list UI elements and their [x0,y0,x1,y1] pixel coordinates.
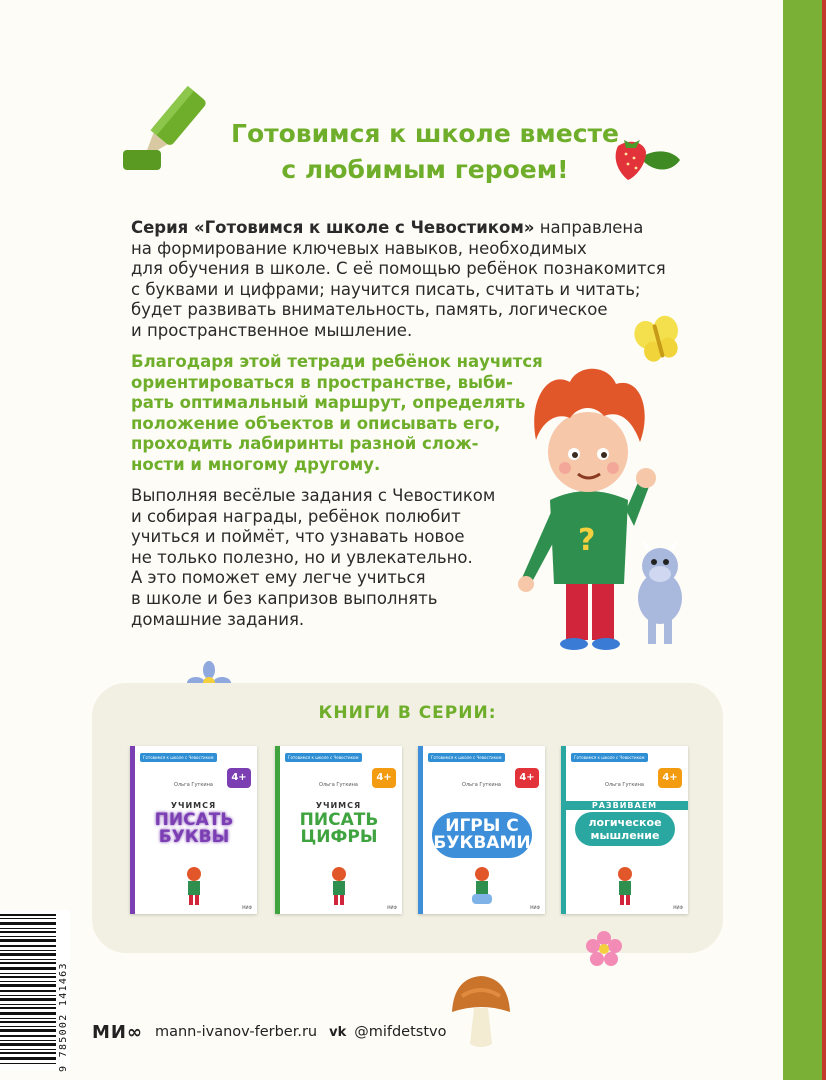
chevostik-character-illustration [508,360,693,655]
book-publisher: МИФ [530,905,540,910]
book-hero-icon [472,866,492,906]
footer [92,1018,446,1046]
text-line: положение объектов и описывать его, [131,413,501,433]
text-line: домашние задания. [131,609,305,629]
text-line: будет развивать внимательность, память, логическое [131,300,608,320]
vk-icon: vk [329,1024,347,1040]
barcode-bars [0,910,56,1070]
book-age-badge: 4+ [658,768,682,788]
headline-line-2: с любимым героем! [281,155,569,184]
text-line: и собирая награды, ребёнок полюбит [131,506,461,526]
book-age-badge: 4+ [372,768,396,788]
book-publisher: МИФ [673,905,683,910]
text-line: А это поможет ему легче учиться [131,568,426,588]
text-line: для обучения в школе. С её помощью ребёнок познакомится [131,259,666,279]
book-author: Ольга Гуткина [605,782,644,788]
book-series-label: Готовимся к школе с Чевостиком [285,753,362,762]
social-handle-link[interactable]: @mifdetstvo [354,1024,447,1040]
book-cover-letter-games[interactable] [418,746,545,914]
text-line: проходить лабиринты разной слож- [131,434,479,454]
isbn-digits: 9 785002 141463 [58,962,69,1072]
book-cover-letters[interactable] [130,746,257,914]
text-line: Благодаря этой тетради ребёнок научится [131,352,543,371]
book-title-main: ПИСАТЬ ЦИФРЫ [299,810,379,847]
text-line: в школе и без капризов выполнять [131,588,438,608]
book-series-label: Готовимся к школе с Чевостиком [571,753,648,762]
text-line: с буквами и цифрами; научится писать, считать и читать; [131,279,641,299]
publisher-website-link[interactable]: mann-ivanov-ferber.ru [154,1024,318,1040]
series-description [131,218,666,342]
spine-edge [822,0,826,1080]
pink-flower-icon [585,930,623,968]
book-title-top: УЧИМСЯ [315,801,362,810]
book-series-label: Готовимся к школе с Чевостиком [140,753,217,762]
book-spine [130,746,135,914]
series-name: Серия «Готовимся к школе с Чевостиком» [131,218,535,237]
strawberry-icon [610,128,686,184]
text-line: учиться и поймёт, что узнавать новое [131,527,465,547]
text-line: и пространственное мышление. [131,320,413,340]
book-publisher: МИФ [387,905,397,910]
text-line: Выполняя весёлые задания с Чевостиком [131,486,496,505]
book-author: Ольга Гуткина [319,782,358,788]
text-line: на формирование ключевых навыков, необходимых [131,238,587,258]
book-series-label: Готовимся к школе с Чевостиком [428,753,505,762]
book-title-main: ИГРЫ С БУКВАМИ [432,812,532,858]
book-cover-logic[interactable] [561,746,688,914]
cover-spine [783,0,826,1080]
book-title-top: РАЗВИВАЕМ [561,801,688,810]
book-hero-icon [184,866,204,906]
book-hero-icon [615,866,635,906]
book-title-main: ПИСАТЬ БУКВЫ [154,810,234,847]
books-in-series-panel [92,683,723,953]
book-hero-icon [329,866,349,906]
series-description-rest: направлена [534,218,644,237]
headline-line-1: Готовимся к школе вместе [231,119,619,148]
text-line: не только полезно, но и увлекательно. [131,547,473,567]
headline [190,116,660,188]
publisher-logo: МИ∞ [92,1021,143,1043]
text-line: ности и многому другому. [131,454,381,474]
book-title-main: логическое мышление [575,812,675,846]
text-line: ориентироваться в пространстве, выби- [131,372,513,392]
mushroom-icon [448,972,514,1048]
book-cover-numbers[interactable] [275,746,402,914]
book-spine [561,746,566,914]
text-line: рать оптимальный маршрут, определять [131,393,526,413]
book-title-top: УЧИМСЯ [170,801,217,810]
book-author: Ольга Гуткина [174,782,213,788]
book-publisher: МИФ [242,905,252,910]
book-author: Ольга Гуткина [462,782,501,788]
book-age-badge: 4+ [515,768,539,788]
svg-text:?: ? [578,523,596,558]
book-spine [275,746,280,914]
book-age-badge: 4+ [227,768,251,788]
books-in-series-title: КНИГИ В СЕРИИ: [318,703,497,723]
butterfly-icon [630,312,686,366]
book-spine [418,746,423,914]
